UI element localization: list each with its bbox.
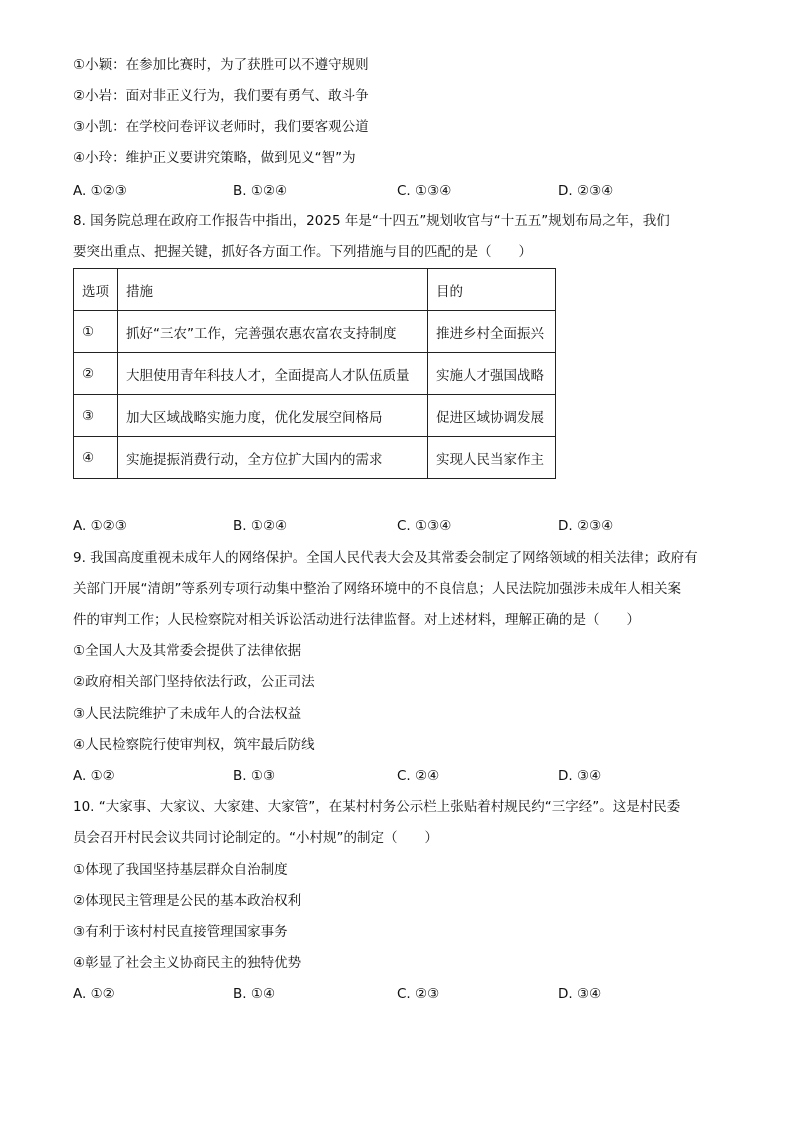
table-row (74, 437, 556, 479)
q9-option-b: B. ①③ (233, 768, 276, 784)
table-cell: 抓好“三农”工作，完善强农惠农富农支持制度 (118, 311, 428, 353)
table-cell: 促进区域协调发展 (428, 395, 556, 437)
q8-stem-line-1: 8. 国务院总理在政府工作报告中指出，2025 年是“十四五”规划收官与“十五五”规划布局之年，我们 (73, 213, 670, 229)
q9-stem-line-2: 关部门开展“清朗”等系列专项行动集中整治了网络环境中的不良信息；人民法院加强涉未成年人相关案 (73, 581, 681, 597)
table-header-row (74, 269, 556, 311)
q10-option-a: A. ①② (73, 986, 115, 1002)
q10-statement-2: ②体现民主管理是公民的基本政治权利 (73, 893, 302, 909)
q10-statement-3: ③有利于该村村民直接管理国家事务 (73, 924, 288, 940)
q8-option-c: C. ①③④ (397, 518, 452, 534)
q8-option-d: D. ②③④ (558, 518, 614, 534)
table-cell: ③ (74, 395, 118, 437)
q10-statement-1: ①体现了我国坚持基层群众自治制度 (73, 862, 288, 878)
q7-statement-1: ①小颖：在参加比赛时，为了获胜可以不遵守规则 (73, 57, 369, 73)
q10-option-c: C. ②③ (397, 986, 440, 1002)
table-cell: 加大区域战略实施力度，优化发展空间格局 (118, 395, 428, 437)
table-header-cell: 目的 (428, 269, 556, 311)
q9-statement-3: ③人民法院维护了未成年人的合法权益 (73, 706, 302, 722)
q10-option-d: D. ③④ (558, 986, 602, 1002)
q7-option-b: B. ①②④ (233, 183, 288, 199)
table-row (74, 353, 556, 395)
q9-option-d: D. ③④ (558, 768, 602, 784)
table-row (74, 311, 556, 353)
table-cell: 实施提振消费行动，全方位扩大国内的需求 (118, 437, 428, 479)
table-cell: 实施人才强国战略 (428, 353, 556, 395)
table-cell: ② (74, 353, 118, 395)
table-cell: ④ (74, 437, 118, 479)
table-cell: 实现人民当家作主 (428, 437, 556, 479)
table-cell: ① (74, 311, 118, 353)
q9-statement-2: ②政府相关部门坚持依法行政，公正司法 (73, 674, 315, 690)
q8-table (73, 268, 556, 479)
q9-statement-1: ①全国人大及其常委会提供了法律依据 (73, 643, 302, 659)
q8-option-b: B. ①②④ (233, 518, 288, 534)
q7-statement-4: ④小玲：维护正义要讲究策略，做到见义“智”为 (73, 150, 356, 166)
q7-option-c: C. ①③④ (397, 183, 452, 199)
q7-statement-2: ②小岩：面对非正义行为，我们要有勇气、敢斗争 (73, 88, 369, 104)
q9-statement-4: ④人民检察院行使审判权，筑牢最后防线 (73, 737, 315, 753)
table-header-cell: 选项 (74, 269, 118, 311)
q7-option-a: A. ①②③ (73, 183, 127, 199)
q7-option-d: D. ②③④ (558, 183, 614, 199)
q7-statement-3: ③小凯：在学校问卷评议老师时，我们要客观公道 (73, 119, 369, 135)
q8-option-a: A. ①②③ (73, 518, 127, 534)
q9-option-a: A. ①② (73, 768, 115, 784)
table-header-cell: 措施 (118, 269, 428, 311)
q8-stem-line-2: 要突出重点、把握关键，抓好各方面工作。下列措施与目的匹配的是（ ） (73, 244, 532, 260)
table-cell: 大胆使用青年科技人才，全面提高人才队伍质量 (118, 353, 428, 395)
q9-stem-line-3: 件的审判工作；人民检察院对相关诉讼活动进行法律监督。对上述材料，理解正确的是（ ） (73, 612, 640, 628)
q9-stem-line-1: 9. 我国高度重视未成年人的网络保护。全国人民代表大会及其常委会制定了网络领域的相关法律；政府有 (73, 550, 698, 566)
table-row (74, 395, 556, 437)
q10-stem-line-1: 10. “大家事、大家议、大家建、大家管”，在某村村务公示栏上张贴着村规民约“三字经”。这是村民委 (73, 799, 681, 815)
table-cell: 推进乡村全面振兴 (428, 311, 556, 353)
q10-stem-line-2: 员会召开村民会议共同讨论制定的。“小村规”的制定（ ） (73, 830, 438, 846)
q9-option-c: C. ②④ (397, 768, 440, 784)
q10-statement-4: ④彰显了社会主义协商民主的独特优势 (73, 955, 302, 971)
q10-option-b: B. ①④ (233, 986, 276, 1002)
